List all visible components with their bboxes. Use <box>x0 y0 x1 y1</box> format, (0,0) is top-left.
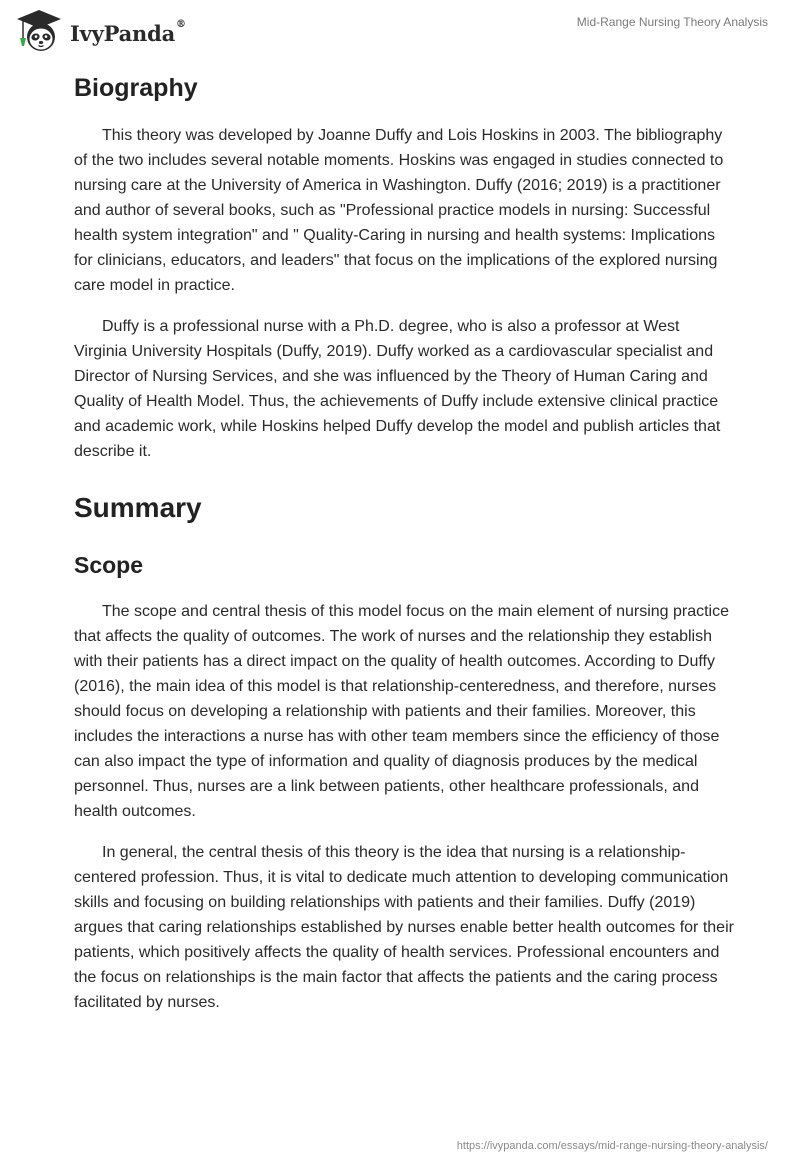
biography-paragraph-2: Duffy is a professional nurse with a Ph.D. degree, who is also a professor at West Virginia University Hospitals (Duffy, 2019). Duffy worked as a cardiovascular specialist and Director of Nursing Services, and she was influenced by the Theory of Human Caring and Quality of Health Model. Thus, the achievements of Duffy include extensive clinical practice and academic work, while Hoskins helped Duffy develop the model and publish articles that describe it. <box>74 318 721 460</box>
biography-heading: Biography <box>74 74 198 102</box>
article-body <box>74 68 734 1015</box>
scope-paragraph-1: The scope and central thesis of this model focus on the main element of nursing practice that affects the quality of outcomes. The work of nurses and the relationship they establish with their patients has a direct impact on the quality of health outcomes. According to Duffy (2016), the main idea of this model is that relationship-centeredness, and therefore, nurses should focus on developing a relationship with patients and their families. Moreover, this includes the interactions a nurse has with other team members since the efficiency of those can also impact the type of information and quality of diagnosis produces by the medical personnel. Thus, nurses are a link between patients, other healthcare professionals, and health outcomes. <box>74 603 730 820</box>
scope-paragraph-2: In general, the central thesis of this theory is the idea that nursing is a relationship-centered profession. Thus, it is vital to dedicate much attention to developing communication skills and focusing on building relationships with patients and their families. Duffy (2019) argues that caring relationships established by nurses enable better health outcomes for their patients, which positively affects the quality of health services. Professional encounters and the focus on relationships is the main factor that affects the patients and the caring process facilitated by nurses. <box>74 844 734 1011</box>
panda-graduation-cap-icon <box>14 8 64 54</box>
biography-paragraph-1: This theory was developed by Joanne Duffy and Lois Hoskins in 2003. The bibliography of the two includes several notable moments. Hoskins was engaged in studies connected to nursing care at the University of America in Washington. Duffy (2016; 2019) is a practitioner and author of several books, such as "Professional practice models in nursing: Successful health system integration" and " Quality-Caring in nursing and health systems: Implications for clinicians, educators, and leaders" that focus on the implications of the explored nursing care model in practice. <box>74 127 724 294</box>
source-url[interactable]: https://ivypanda.com/essays/mid-range-nursing-theory-analysis/ <box>456 1140 768 1152</box>
registered-mark: ® <box>176 18 186 30</box>
brand-name: IvyPanda® <box>70 18 186 46</box>
summary-heading: Summary <box>74 492 202 523</box>
ivypanda-logo[interactable] <box>14 8 186 54</box>
page-header <box>0 0 800 70</box>
scope-heading: Scope <box>74 552 144 578</box>
document-title: Mid-Range Nursing Theory Analysis <box>576 15 768 29</box>
